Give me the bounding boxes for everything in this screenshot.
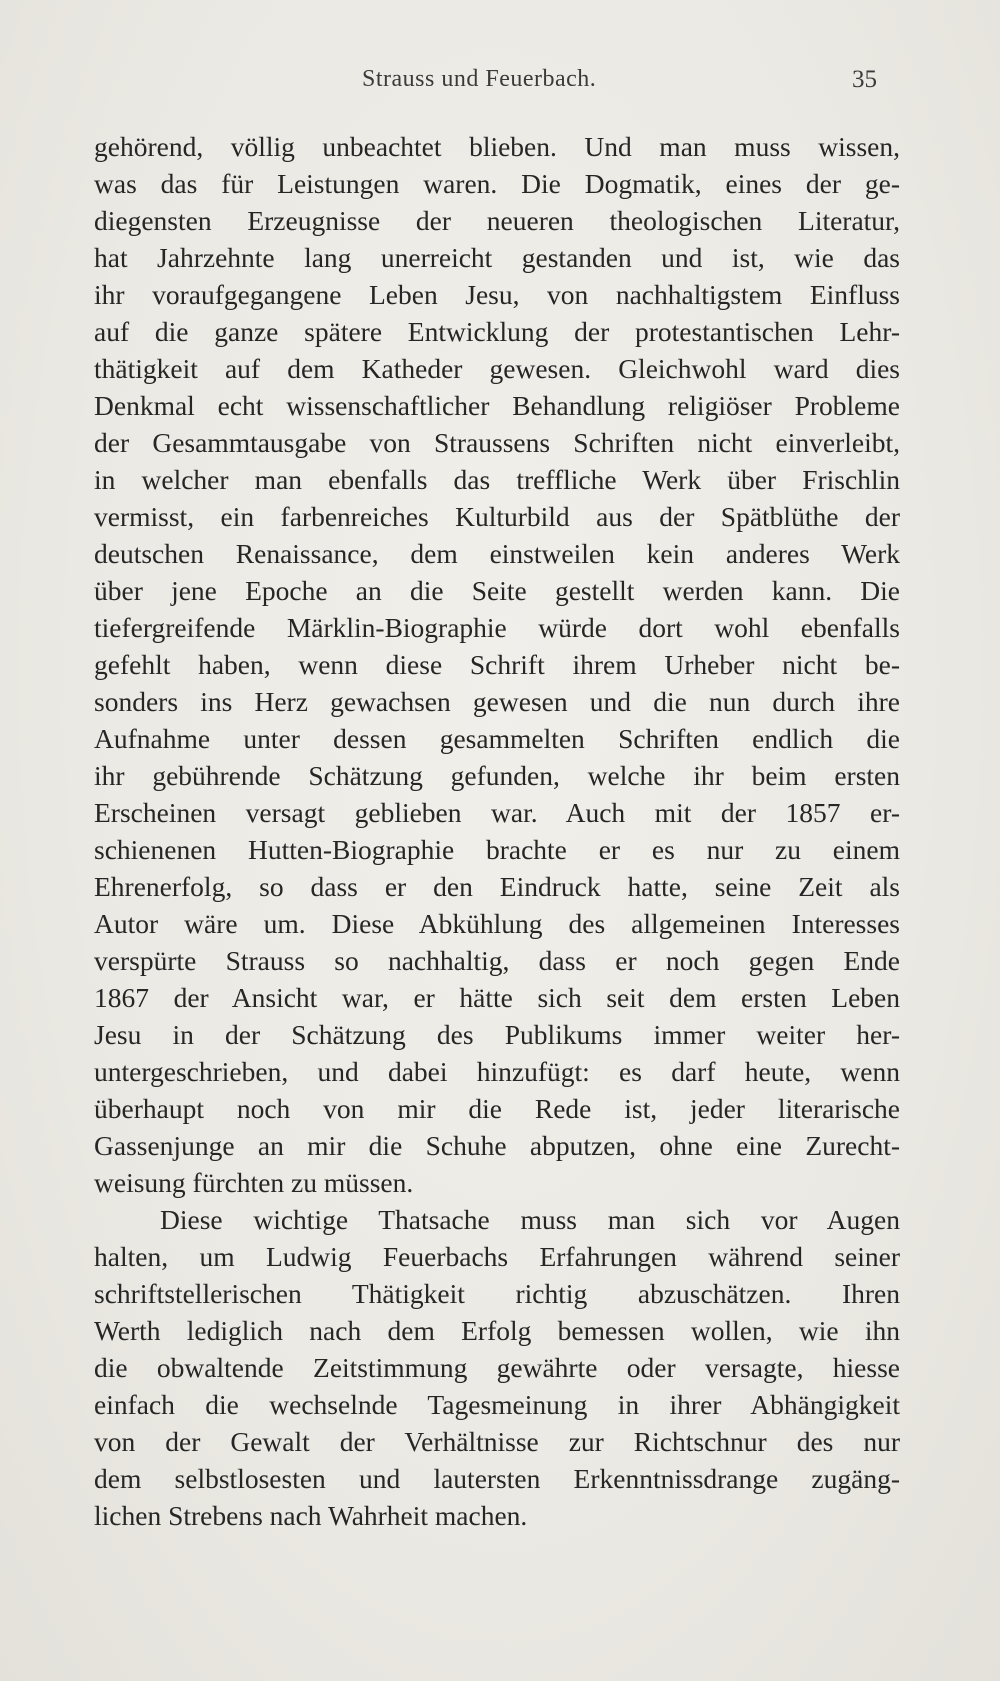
- text-line: untergeschrieben, und dabei hinzufügt: es darf heute, wenn: [94, 1056, 900, 1087]
- text-line: der Gesammtausgabe von Straussens Schriften nicht einverleibt,: [94, 427, 900, 458]
- text-line: hat Jahrzehnte lang unerreicht gestanden und ist, wie das: [94, 242, 900, 273]
- text-line: schienenen Hutten-Biographie brachte er es nur zu einem: [94, 834, 900, 865]
- text-line: ihr voraufgegangene Leben Jesu, von nachhaltigstem Einfluss: [94, 279, 900, 310]
- text-line: ihr gebührende Schätzung gefunden, welche ihr beim ersten: [94, 760, 900, 791]
- running-title: Strauss und Feuerbach.: [362, 66, 597, 92]
- text-line: Aufnahme unter dessen gesammelten Schriften endlich die: [94, 723, 900, 754]
- text-line: Jesu in der Schätzung des Publikums immer weiter her-: [94, 1019, 900, 1050]
- text-line: Ehrenerfolg, so dass er den Eindruck hatte, seine Zeit als: [94, 871, 900, 902]
- text-line: sonders ins Herz gewachsen gewesen und die nun durch ihre: [94, 686, 900, 717]
- text-line: von der Gewalt der Verhältnisse zur Richtschnur des nur: [94, 1426, 900, 1457]
- text-line: Diese wichtige Thatsache muss man sich vor Augen: [160, 1204, 900, 1235]
- text-line: schriftstellerischen Thätigkeit richtig abzuschätzen. Ihren: [94, 1278, 900, 1309]
- text-line: diegensten Erzeugnisse der neueren theologischen Literatur,: [94, 205, 900, 236]
- text-line: Autor wäre um. Diese Abkühlung des allgemeinen Interesses: [94, 908, 900, 939]
- text-line: Denkmal echt wissenschaftlicher Behandlung religiöser Probleme: [94, 390, 900, 421]
- text-line: Werth lediglich nach dem Erfolg bemessen wollen, wie ihn: [94, 1315, 900, 1346]
- text-line: vermisst, ein farbenreiches Kulturbild aus der Spätblüthe der: [94, 501, 900, 532]
- text-line: über jene Epoche an die Seite gestellt werden kann. Die: [94, 575, 900, 606]
- text-line: gefehlt haben, wenn diese Schrift ihrem Urheber nicht be-: [94, 649, 900, 680]
- text-line: halten, um Ludwig Feuerbachs Erfahrungen während seiner: [94, 1241, 900, 1272]
- text-line: lichen Strebens nach Wahrheit machen.: [94, 1500, 528, 1531]
- text-line: dem selbstlosesten und lautersten Erkenntnissdrange zugäng-: [94, 1463, 900, 1494]
- text-line: Gassenjunge an mir die Schuhe abputzen, ohne eine Zurecht-: [94, 1130, 900, 1161]
- text-line: thätigkeit auf dem Katheder gewesen. Gleichwohl ward dies: [94, 353, 900, 384]
- page-number: 35: [852, 66, 877, 93]
- text-line: deutschen Renaissance, dem einstweilen kein anderes Werk: [94, 538, 900, 569]
- body-text: [94, 128, 900, 1534]
- text-line: gehörend, völlig unbeachtet blieben. Und man muss wissen,: [94, 131, 900, 162]
- text-line: 1867 der Ansicht war, er hätte sich seit dem ersten Leben: [94, 982, 900, 1013]
- text-line: Erscheinen versagt geblieben war. Auch mit der 1857 er-: [94, 797, 900, 828]
- text-line: auf die ganze spätere Entwicklung der protestantischen Lehr-: [94, 316, 900, 347]
- text-line: überhaupt noch von mir die Rede ist, jeder literarische: [94, 1093, 900, 1124]
- text-line: einfach die wechselnde Tagesmeinung in ihrer Abhängigkeit: [94, 1389, 900, 1420]
- paragraph: [94, 1201, 900, 1534]
- text-line: verspürte Strauss so nachhaltig, dass er noch gegen Ende: [94, 945, 900, 976]
- text-line: was das für Leistungen waren. Die Dogmatik, eines der ge-: [94, 168, 900, 199]
- text-line: weisung fürchten zu müssen.: [94, 1167, 414, 1198]
- paragraph: [94, 128, 900, 1201]
- text-line: in welcher man ebenfalls das treffliche Werk über Frischlin: [94, 464, 900, 495]
- text-line: tiefergreifende Märklin-Biographie würde dort wohl ebenfalls: [94, 612, 900, 643]
- text-line: die obwaltende Zeitstimmung gewährte oder versagte, hiesse: [94, 1352, 900, 1383]
- running-header: [0, 66, 1000, 102]
